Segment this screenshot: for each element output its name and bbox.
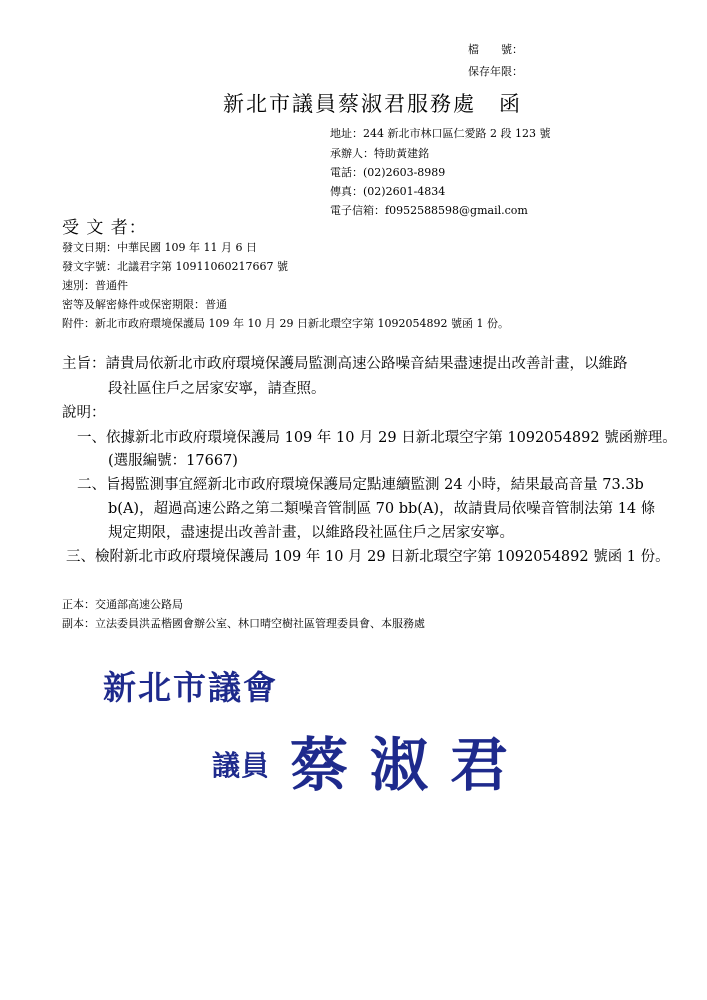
subject-line-2: 段社區住戶之居家安寧，請查照。 bbox=[108, 381, 326, 397]
stamp-title-prefix: 議員 bbox=[212, 749, 271, 782]
contact-handler: 承辦人：特助黃建銘 bbox=[330, 147, 429, 160]
explanation-item-1-line-1: 一、依據新北市政府環境保護局 109 年 10 月 29 日新北環空字第 1092054892 號函辦理。 bbox=[77, 430, 677, 446]
copy-recipients: 副本：立法委員洪孟楷國會辦公室、林口晴空樹社區管理委員會、本服務處 bbox=[62, 617, 425, 630]
subject-line-1: 主旨：請貴局依新北市政府環境保護局監測高速公路噪音結果盡速提出改善計畫，以維路 bbox=[62, 356, 628, 372]
original-recipient: 正本：交通部高速公路局 bbox=[62, 598, 183, 611]
explanation-item-3-line-1: 三、檢附新北市政府環境保護局 109 年 10 月 29 日新北環空字第 1092054892 號函 1 份。 bbox=[66, 549, 670, 565]
document-title: 新北市議員蔡淑君服務處 函 bbox=[223, 92, 522, 116]
stamp-council-name: 新北市議會 bbox=[103, 668, 278, 707]
security-level: 密等及解密條件或保密期限：普通 bbox=[62, 298, 227, 311]
contact-phone: 電話：(02)2603-8989 bbox=[330, 166, 446, 179]
issue-date: 發文日期：中華民國 109 年 11 月 6 日 bbox=[62, 241, 257, 254]
file-number-label: 檔 號： bbox=[468, 43, 523, 56]
delivery-speed: 速別：普通件 bbox=[62, 279, 128, 292]
retention-period-label: 保存年限： bbox=[468, 65, 523, 78]
contact-email: 電子信箱：f0952588598@gmail.com bbox=[330, 204, 528, 217]
explanation-item-2-line-3: 規定期限，盡速提出改善計畫，以維路段社區住戶之居家安寧。 bbox=[108, 525, 514, 541]
stamp-councillor-name: 蔡淑君 bbox=[290, 731, 531, 799]
attachment-line: 附件：新北市政府環境保護局 109 年 10 月 29 日新北環空字第 1092054892 號函 1 份。 bbox=[62, 317, 509, 330]
recipient-label: 受 文 者： bbox=[62, 218, 147, 238]
document-number: 發文字號：北議君字第 10911060217667 號 bbox=[62, 260, 288, 273]
explanation-item-2-line-1: 二、旨揭監測事宜經新北市政府環境保護局定點連續監測 24 小時，結果最高音量 73.3b bbox=[77, 477, 644, 493]
explanation-item-1-line-2: (選服編號：17667) bbox=[108, 453, 238, 469]
explanation-item-2-line-2: b(A)，超過高速公路之第二類噪音管制區 70 bb(A)，故請貴局依噪音管制法第 14 條 bbox=[108, 501, 656, 517]
contact-fax: 傳真：(02)2601-4834 bbox=[330, 185, 446, 198]
contact-address: 地址：244 新北市林口區仁愛路 2 段 123 號 bbox=[330, 127, 551, 140]
explanation-label: 說明： bbox=[62, 405, 106, 421]
